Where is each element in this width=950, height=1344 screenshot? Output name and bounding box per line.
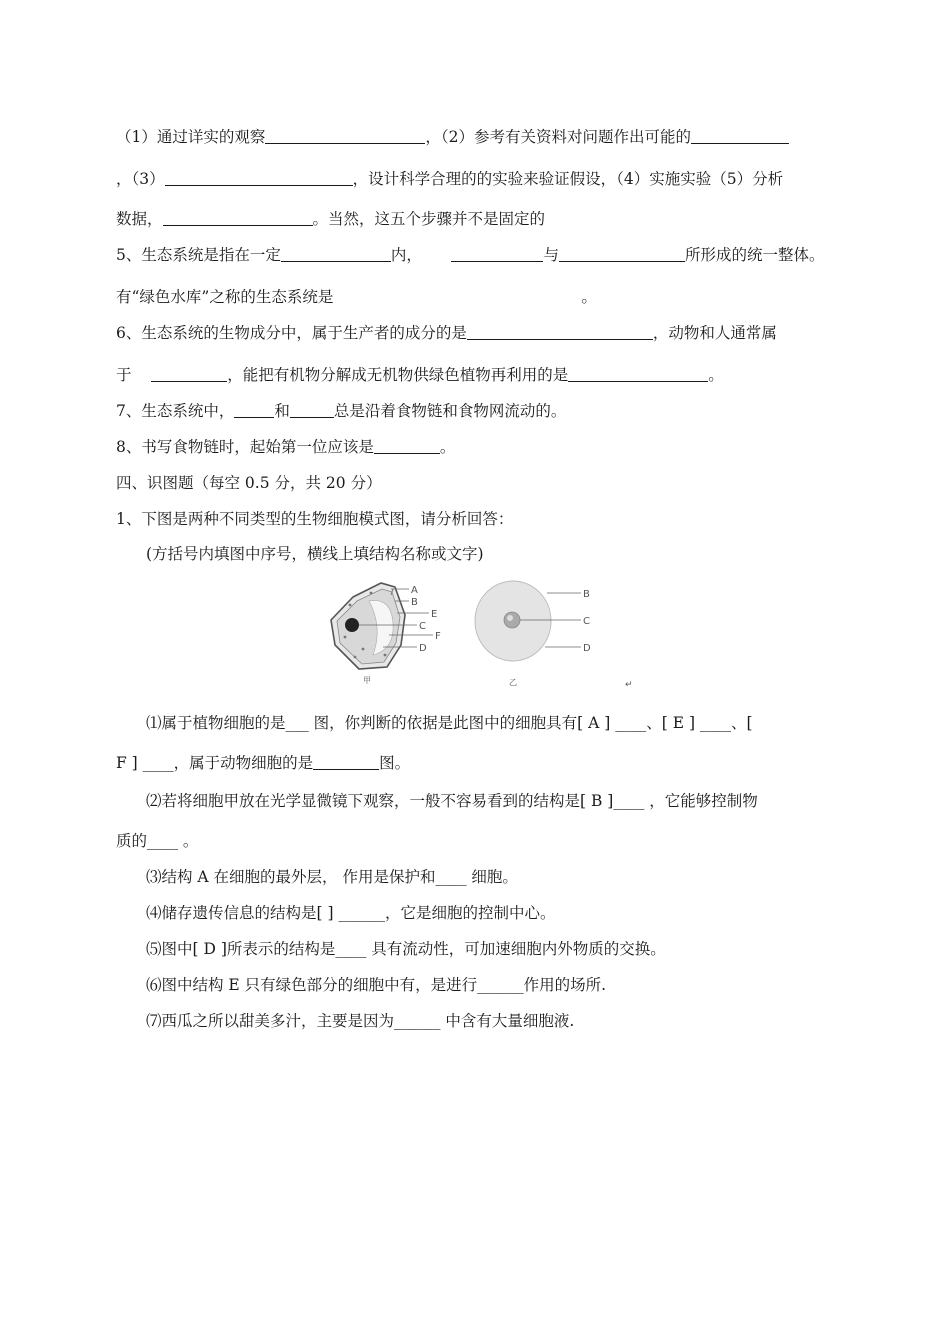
label-b-animal: B bbox=[583, 589, 590, 600]
label-a: A bbox=[411, 585, 418, 596]
text: 5、生态系统是指在一定 bbox=[116, 246, 281, 264]
text: ，（2）参考有关资料对问题作出可能的 bbox=[425, 128, 691, 146]
question-5 bbox=[116, 244, 824, 266]
text: （1）通过详实的观察 bbox=[116, 128, 266, 146]
text: ，（3） bbox=[116, 170, 165, 188]
figure-question-stem: 1、下图是两种不同类型的生物细胞模式图，请分析回答： bbox=[116, 510, 514, 528]
question-7 bbox=[116, 400, 566, 422]
label-b: B bbox=[411, 597, 418, 608]
blank[interactable] bbox=[451, 245, 543, 262]
text: 数据， bbox=[116, 210, 163, 228]
blank[interactable] bbox=[374, 437, 440, 454]
caption-jia: 甲 bbox=[363, 676, 371, 685]
blank[interactable] bbox=[151, 365, 227, 382]
text: 所形成的统一整体。 bbox=[684, 246, 825, 264]
text: 内， bbox=[390, 246, 422, 264]
animal-cell bbox=[475, 581, 633, 690]
question-8 bbox=[116, 436, 455, 458]
section-4-title: 四、识图题（每空 0.5 分，共 20 分） bbox=[116, 474, 382, 492]
text: 。 bbox=[708, 366, 724, 384]
blank[interactable] bbox=[290, 401, 334, 418]
plant-cell bbox=[331, 583, 441, 685]
blank[interactable] bbox=[281, 245, 391, 262]
text: 7、生态系统中， bbox=[116, 402, 235, 420]
nucleus bbox=[345, 618, 359, 632]
question-6 bbox=[116, 322, 777, 344]
text: F ] ____，属于动物细胞的是 bbox=[116, 754, 314, 772]
text: 与 bbox=[543, 246, 559, 264]
text: 。当然，这五个步骤并不是固定的 bbox=[312, 210, 546, 228]
text: 6、生态系统的生物成分中，属于生产者的成分的是 bbox=[116, 324, 467, 342]
figure-question-note: (方括号内填图中序号，横线上填结构名称或文字) bbox=[146, 545, 484, 563]
label-c: C bbox=[419, 621, 426, 632]
sub-question-2-line-2: 质的____ 。 bbox=[116, 832, 199, 850]
label-c-animal: C bbox=[583, 616, 590, 627]
sub-question-3: ⑶结构 A 在细胞的最外层， 作用是保护和____ 细胞。 bbox=[146, 868, 518, 886]
caption-yi: 乙 bbox=[509, 678, 517, 687]
blank[interactable] bbox=[559, 245, 685, 262]
label-e: E bbox=[431, 609, 438, 620]
text: ，设计科学合理的的实验来验证假设，（4）实施实验（5）分析 bbox=[352, 170, 784, 188]
blank[interactable] bbox=[467, 323, 653, 340]
blank[interactable] bbox=[265, 127, 425, 144]
text: 8、书写食物链时，起始第一位应该是 bbox=[116, 438, 374, 456]
text: ，动物和人通常属 bbox=[652, 324, 777, 342]
steps-line-2 bbox=[116, 168, 783, 190]
text: 和 bbox=[274, 402, 290, 420]
sub-question-5: ⑸图中[ D ]所表示的结构是____ 具有流动性，可加速细胞内外物质的交换。 bbox=[146, 940, 666, 958]
label-f: F bbox=[435, 631, 441, 642]
blank[interactable] bbox=[163, 209, 313, 226]
blank[interactable] bbox=[234, 401, 274, 418]
steps-line-3 bbox=[116, 208, 545, 230]
text: ，能把有机物分解成无机物供绿色植物再利用的是 bbox=[227, 366, 569, 384]
question-5-line-2 bbox=[116, 286, 597, 308]
blank[interactable] bbox=[568, 365, 708, 382]
sub-question-6: ⑹图中结构 E 只有绿色部分的细胞中有，是进行______作用的场所. bbox=[146, 976, 607, 994]
text: 于 bbox=[116, 366, 132, 384]
sub-question-7: ⑺西瓜之所以甜美多汁，主要是因为______ 中含有大量细胞液. bbox=[146, 1012, 575, 1030]
sub-question-1-line-2 bbox=[116, 752, 410, 774]
text: 。 bbox=[439, 438, 456, 456]
sub-question-1: ⑴属于植物细胞的是___ 图，你判断的依据是此图中的细胞具有[ A ] ____、[ E ] ____、[ bbox=[146, 714, 753, 732]
text: 。 bbox=[581, 288, 597, 306]
return-mark: ↵ bbox=[625, 680, 633, 690]
text: 图。 bbox=[379, 754, 411, 772]
steps-line-1 bbox=[116, 126, 789, 148]
cell-diagram bbox=[325, 575, 645, 695]
sub-question-4: ⑷储存遗传信息的结构是[ ] ______，它是细胞的控制中心。 bbox=[146, 904, 556, 922]
sub-question-2: ⑵若将细胞甲放在光学显微镜下观察，一般不容易看到的结构是[ B ]____ ，它能够控制物 bbox=[146, 792, 758, 810]
text: 有“绿色水库”之称的生态系统是 bbox=[116, 288, 334, 306]
blank[interactable] bbox=[165, 169, 353, 186]
text: 总是沿着食物链和食物网流动的。 bbox=[333, 402, 567, 420]
label-d: D bbox=[419, 643, 427, 654]
question-6-line-2 bbox=[116, 364, 724, 386]
cell-diagram-svg bbox=[325, 575, 645, 695]
blank[interactable] bbox=[691, 127, 789, 144]
label-d-animal: D bbox=[583, 643, 591, 654]
blank[interactable] bbox=[313, 753, 379, 770]
